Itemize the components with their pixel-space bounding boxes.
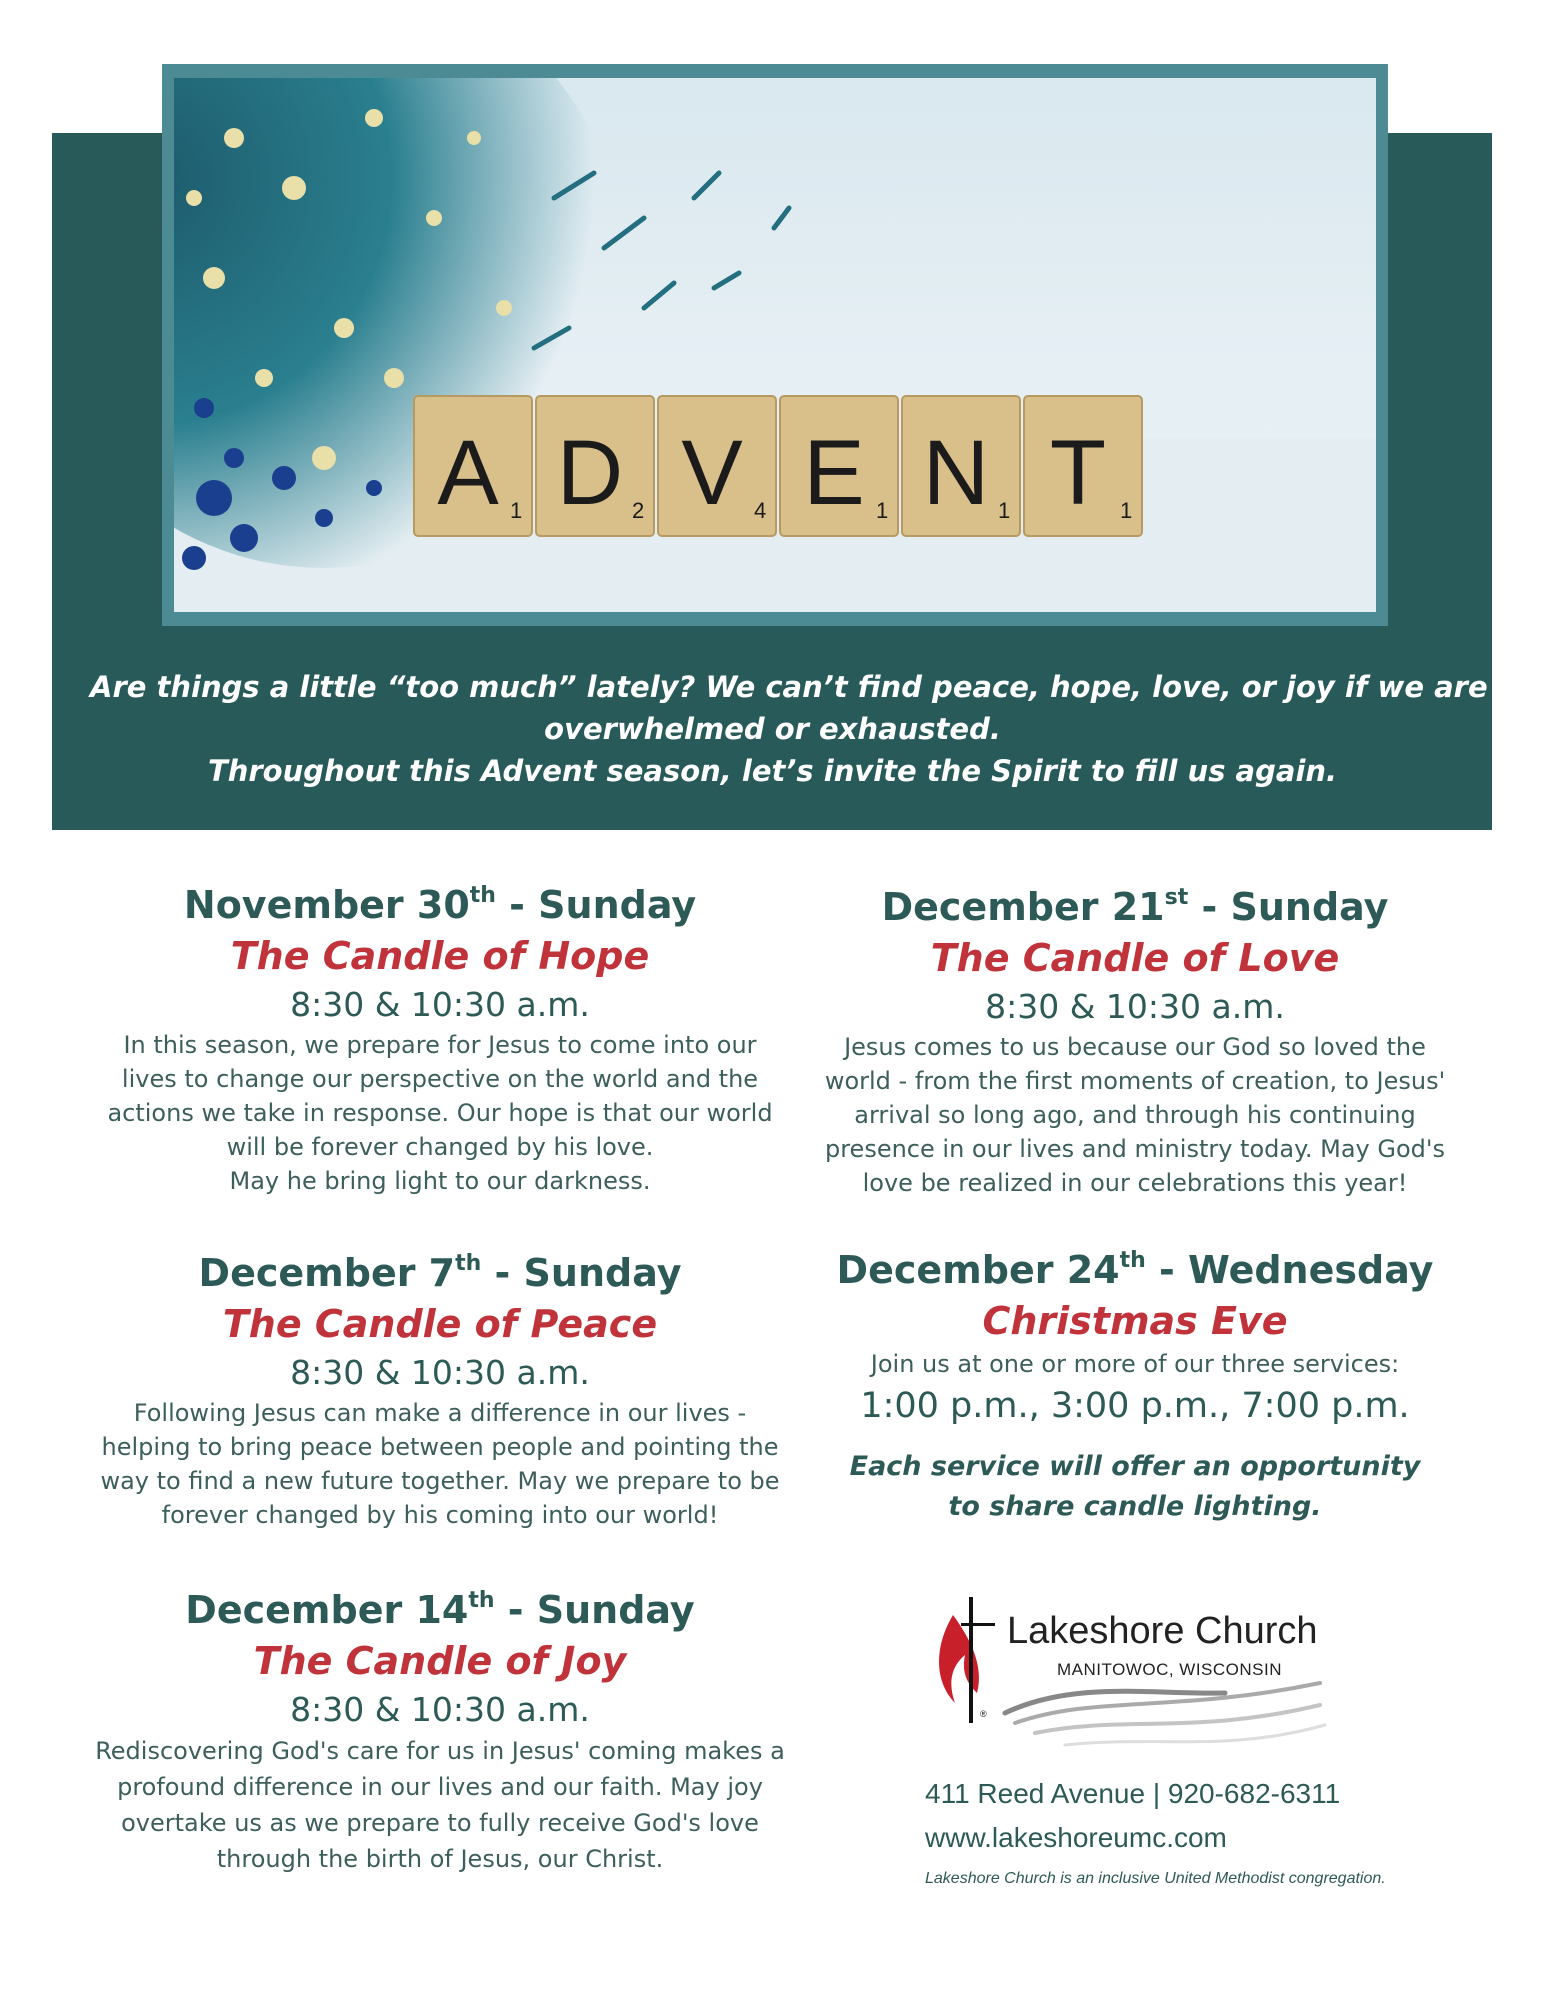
service-description: Jesus comes to us because our God so loved the world - from the first moments of creation, to Jesus' arrival so long ago, and through his continuing presence in our lives and ministry today. May God's love be realized in our celebrations this year!: [824, 1033, 1446, 1197]
candle-lighting-note: Each service will offer an opportunity to share candle lighting.: [849, 1451, 1421, 1522]
service-love: [790, 882, 1480, 1200]
tagline-line: Throughout this Advent season, let’s invite the Spirit to fill us again.: [207, 754, 1338, 788]
service-date-heading: December 7th - Sunday: [198, 1251, 682, 1295]
service-times: 8:30 & 10:30 a.m.: [290, 1353, 590, 1392]
candle-title: The Candle of Hope: [230, 934, 650, 978]
advent-photo-illustration: [174, 78, 1376, 612]
service-times: 1:00 p.m., 3:00 p.m., 7:00 p.m.: [860, 1386, 1410, 1426]
wave-swoosh-icon: [1005, 1683, 1325, 1745]
tile-letter: E: [803, 422, 865, 524]
advent-photo: [174, 78, 1376, 612]
service-joy: [90, 1585, 790, 1877]
tile-points: 2: [632, 498, 645, 523]
service-description: Rediscovering God's care for us in Jesus' coming makes a profound difference in our lives and our faith. May joy overtake us as we prepare to fully receive God's love through the birth of Jesus, our Christ.: [95, 1737, 785, 1873]
service-times: 8:30 & 10:30 a.m.: [985, 987, 1285, 1026]
service-times: 8:30 & 10:30 a.m.: [290, 1690, 590, 1729]
church-website-link[interactable]: www.lakeshoreumc.com: [925, 1822, 1227, 1853]
tile-points: 1: [510, 498, 523, 523]
church-address-phone: 411 Reed Avenue | 920-682-6311: [925, 1778, 1341, 1809]
tagline-line: overwhelmed or exhausted.: [544, 712, 1001, 746]
service-date-heading: December 21st - Sunday: [881, 885, 1389, 929]
cross-and-flame-icon: [939, 1597, 995, 1723]
church-footnote: Lakeshore Church is an inclusive United Methodist congregation.: [925, 1870, 1386, 1887]
candle-title: The Candle of Peace: [222, 1302, 658, 1346]
service-date-heading: December 14th - Sunday: [185, 1588, 695, 1632]
service-hope: [90, 880, 790, 1198]
candle-title: The Candle of Joy: [253, 1639, 627, 1683]
tile-letter: D: [556, 422, 624, 524]
service-christmas-eve: [790, 1245, 1480, 1527]
tile-points: 1: [1120, 498, 1133, 523]
service-date-heading: December 24th - Wednesday: [836, 1248, 1434, 1292]
candle-title: The Candle of Love: [930, 936, 1340, 980]
tile-letter: A: [437, 422, 499, 524]
service-intro: Join us at one or more of our three services:: [870, 1350, 1400, 1378]
service-times: 8:30 & 10:30 a.m.: [290, 985, 590, 1024]
tile-letter: N: [922, 422, 990, 524]
tile-letter: T: [1049, 422, 1107, 524]
tile-points: 1: [998, 498, 1011, 523]
service-description: Following Jesus can make a difference in our lives - helping to bring peace between people and pointing the way to find a new future together. May we prepare to be forever changed by his coming into our world!: [100, 1399, 780, 1529]
banner-tagline: [90, 666, 1488, 792]
church-name: Lakeshore Church: [1007, 1610, 1318, 1652]
tile-letter: V: [681, 422, 743, 524]
tile-points: 1: [876, 498, 889, 523]
church-location: MANITOWOC, WISCONSIN: [1057, 1660, 1283, 1679]
candle-title: Christmas Eve: [982, 1299, 1288, 1343]
service-date-heading: November 30th - Sunday: [183, 883, 697, 927]
tile-points: 4: [754, 498, 767, 523]
svg-text:®: ®: [980, 1709, 987, 1719]
service-description: In this season, we prepare for Jesus to come into our lives to change our perspective on the world and the actions we take in response. Our hope is that our world will be forever changed by his love. May he bring light to our darkness.: [107, 1031, 773, 1195]
tagline-line: Are things a little “too much” lately? We can’t find peace, hope, love, or joy if we are: [90, 670, 1488, 704]
service-peace: [90, 1248, 790, 1532]
